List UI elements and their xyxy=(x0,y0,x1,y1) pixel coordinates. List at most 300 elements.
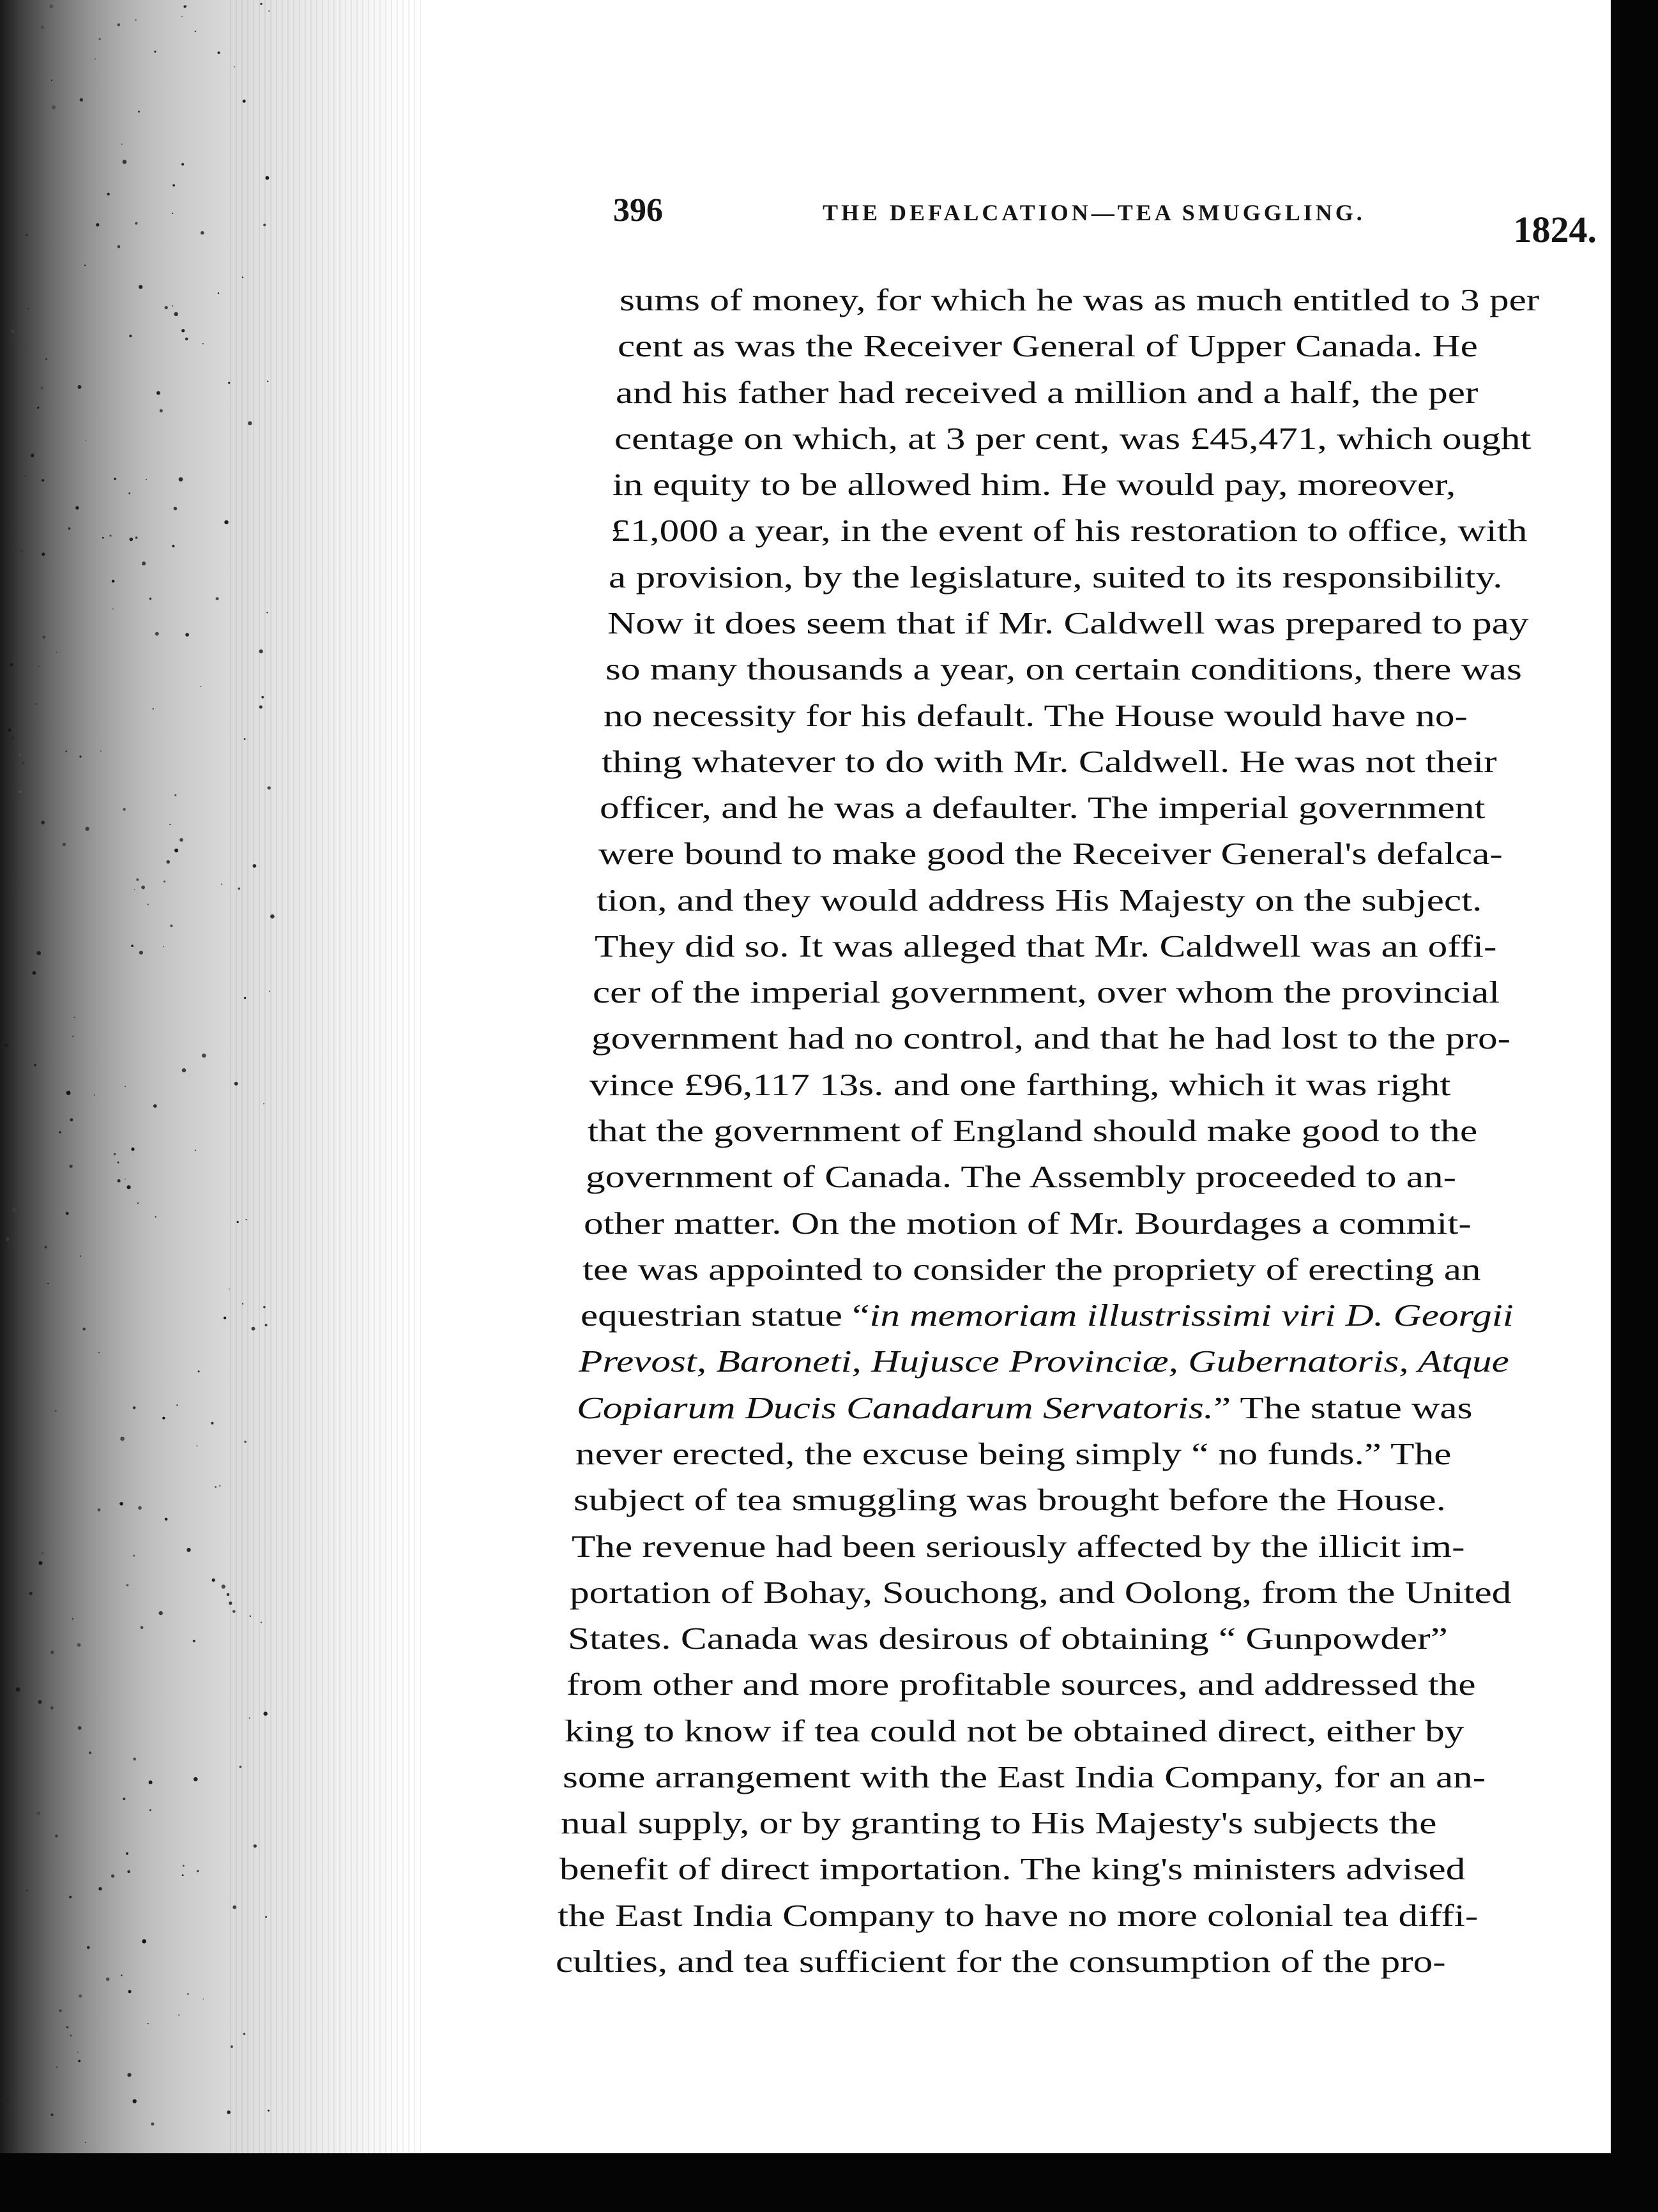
speckle xyxy=(78,385,82,389)
speckle xyxy=(96,223,99,226)
speckle xyxy=(79,755,81,757)
speckle xyxy=(87,1946,90,1949)
speckle xyxy=(137,1202,139,1204)
speckle xyxy=(156,391,160,395)
speckle xyxy=(36,951,41,955)
text-line: nual supply, or by granting to His Majesty's subjects the xyxy=(561,1805,1437,1841)
speckle xyxy=(135,222,137,225)
text-line: never erected, the excuse being simply “ no funds.” The xyxy=(575,1436,1451,1471)
speckle xyxy=(195,1149,196,1151)
text-line: no necessity for his default. The House would have no- xyxy=(604,697,1468,733)
speckle xyxy=(77,1643,81,1647)
speckle xyxy=(163,946,164,947)
speckle xyxy=(141,1626,144,1630)
speckle xyxy=(66,1212,69,1215)
text-run: equestrian statue “ xyxy=(580,1298,870,1333)
speckle xyxy=(114,1153,116,1156)
text-line: government had no control, and that he had lost to the pro- xyxy=(591,1020,1510,1056)
speckle xyxy=(85,827,89,831)
text-line xyxy=(581,1296,1514,1335)
speckle xyxy=(201,686,202,687)
speckle xyxy=(261,696,264,699)
scan-border-right xyxy=(1611,0,1658,2212)
speckle xyxy=(59,2010,62,2013)
speckle xyxy=(119,1502,123,1506)
speckle xyxy=(181,16,183,17)
speckle xyxy=(80,1255,81,1257)
text-line: from other and more profitable sources, and addressed the xyxy=(566,1667,1476,1702)
speckle xyxy=(211,1422,213,1425)
text-line: the East India Company to have no more colonial tea diffi- xyxy=(557,1897,1479,1933)
latin-inscription: in memoriam illustrissimi viri D. Georgii xyxy=(869,1298,1514,1333)
speckle xyxy=(126,1852,128,1855)
speckle xyxy=(20,550,23,552)
speckle xyxy=(202,343,204,344)
speckle xyxy=(38,1561,42,1565)
speckle xyxy=(222,1584,225,1588)
speckle xyxy=(263,1306,265,1308)
text-line: some arrangement with the East India Company, for an an- xyxy=(563,1759,1486,1794)
speckle xyxy=(95,58,96,59)
speckle xyxy=(128,492,130,494)
speckle xyxy=(162,1417,165,1420)
text-line: and his father had received a million and a half, the per xyxy=(616,374,1479,410)
speckle xyxy=(11,737,15,740)
speckle xyxy=(36,1812,40,1815)
speckle xyxy=(55,1410,57,1412)
speckle xyxy=(79,1994,82,1997)
speckle xyxy=(56,652,57,653)
speckle xyxy=(176,1404,178,1406)
speckle xyxy=(234,1082,238,1086)
speckle xyxy=(107,193,110,195)
speckle xyxy=(41,1552,44,1555)
speckle xyxy=(74,1017,75,1018)
speckle xyxy=(13,1208,16,1211)
text-line: subject of tea smuggling was brought before the House. xyxy=(573,1482,1446,1518)
spine-speckles xyxy=(0,0,422,2153)
speckle xyxy=(170,925,172,927)
speckle xyxy=(165,1518,168,1521)
text-line: that the government of England should make good to the xyxy=(588,1113,1478,1148)
speckle xyxy=(123,808,125,810)
speckle xyxy=(94,1095,95,1096)
speckle xyxy=(127,2073,131,2077)
speckle xyxy=(112,609,114,610)
speckle xyxy=(41,821,45,824)
speckle xyxy=(84,264,86,266)
text-line: Now it does seem that if Mr. Caldwell was prepared to pay xyxy=(607,605,1528,640)
speckle xyxy=(172,184,175,186)
speckle xyxy=(264,1711,268,1715)
speckle xyxy=(227,2110,231,2114)
speckle xyxy=(114,478,116,480)
speckle xyxy=(181,329,185,332)
speckle xyxy=(118,24,121,27)
speckle xyxy=(27,308,29,309)
speckle xyxy=(219,1485,220,1487)
speckle xyxy=(252,1327,255,1331)
speckle xyxy=(259,706,262,709)
speckle xyxy=(229,1289,230,1290)
running-year: 1824. xyxy=(1513,209,1597,250)
scan-border-bottom xyxy=(0,2153,1658,2212)
speckle xyxy=(26,234,28,236)
speckle xyxy=(134,890,135,891)
speckle xyxy=(133,1757,136,1761)
speckle xyxy=(78,1726,82,1730)
speckle xyxy=(202,1999,204,2000)
speckle xyxy=(261,1622,262,1623)
speckle xyxy=(125,1179,126,1180)
speckle xyxy=(164,881,165,883)
speckle xyxy=(44,1246,47,1248)
speckle xyxy=(130,538,133,542)
speckle xyxy=(25,475,26,476)
speckle xyxy=(267,381,268,382)
speckle xyxy=(193,1640,195,1642)
speckle xyxy=(136,879,139,881)
speckle xyxy=(70,2034,72,2036)
speckle xyxy=(142,1939,146,1944)
speckle xyxy=(195,31,196,32)
text-line: States. Canada was desirous of obtaining “ Gunpowder” xyxy=(568,1621,1449,1656)
speckle xyxy=(172,305,173,307)
speckle xyxy=(131,944,133,947)
text-line: culties, and tea sufficient for the consumption of the pro- xyxy=(556,1944,1446,1979)
speckle xyxy=(72,1618,73,1619)
speckle xyxy=(59,1132,61,1133)
speckle xyxy=(198,1370,200,1372)
speckle xyxy=(8,729,11,732)
running-head xyxy=(613,180,1597,250)
speckle xyxy=(218,292,219,294)
speckle xyxy=(244,1441,246,1443)
speckle xyxy=(70,1165,73,1168)
text-line: tion, and they would address His Majesty on the subject. xyxy=(596,882,1482,918)
speckle xyxy=(19,791,22,793)
speckle xyxy=(229,1602,232,1605)
speckle xyxy=(85,441,86,442)
speckle xyxy=(212,1579,215,1582)
speckle xyxy=(10,663,13,667)
speckle xyxy=(29,1592,33,1595)
speckle xyxy=(123,1798,125,1800)
speckle xyxy=(72,1036,73,1037)
running-title: THE DEFALCATION—TEA SMUGGLING. xyxy=(823,200,1365,225)
speckle xyxy=(83,1328,86,1330)
speckle xyxy=(36,703,37,704)
text-line: They did so. It was alleged that Mr. Caldwell was an offi- xyxy=(595,928,1497,964)
speckle xyxy=(142,561,146,565)
speckle xyxy=(68,527,71,530)
speckle xyxy=(129,335,132,337)
speckle xyxy=(179,838,183,842)
speckle xyxy=(243,100,246,103)
speckle xyxy=(266,612,268,613)
speckle xyxy=(249,1718,250,1719)
text-line: portation of Bohay, Souchong, and Oolong, from the United xyxy=(570,1574,1512,1610)
speckle xyxy=(70,1118,73,1121)
speckle xyxy=(172,545,174,547)
speckle xyxy=(89,1752,91,1754)
speckle xyxy=(25,346,26,347)
speckle xyxy=(218,52,220,54)
speckle xyxy=(127,1870,130,1874)
text-line: thing whatever to do with Mr. Caldwell. He was not their xyxy=(602,743,1497,779)
speckle xyxy=(118,1179,121,1183)
speckle xyxy=(268,10,270,11)
speckle xyxy=(149,598,151,600)
speckle xyxy=(242,1303,243,1305)
speckle xyxy=(38,665,40,668)
speckle xyxy=(141,886,145,890)
speckle xyxy=(232,1905,236,1909)
speckle xyxy=(69,1896,72,1898)
text-line: cent as was the Receiver General of Upper Canada. He xyxy=(618,328,1479,364)
speckle xyxy=(270,914,275,919)
text-line: centage on which, at 3 per cent, was £45,471, which ought xyxy=(614,420,1532,456)
text-line: £1,000 a year, in the event of his restoration to office, with xyxy=(611,513,1528,549)
speckle xyxy=(56,2066,58,2068)
speckle xyxy=(148,2023,149,2024)
text-line: sums of money, for which he was as much entitled to 3 per xyxy=(620,282,1540,317)
speckle xyxy=(102,537,104,539)
speckle xyxy=(244,738,246,740)
speckle xyxy=(135,536,138,539)
speckle xyxy=(153,708,154,709)
speckle xyxy=(50,1651,54,1655)
speckle xyxy=(77,2052,79,2053)
speckle xyxy=(153,1104,157,1108)
speckle xyxy=(155,632,159,636)
text-line: were bound to make good the Receiver General's defalca- xyxy=(598,836,1503,872)
speckle xyxy=(182,1874,184,1876)
speckle xyxy=(98,1887,102,1890)
speckle xyxy=(40,386,44,390)
speckle xyxy=(63,843,66,846)
speckle xyxy=(128,1990,132,1993)
speckle xyxy=(16,1687,20,1692)
speckle xyxy=(11,330,15,333)
speckle xyxy=(160,409,163,413)
speckle xyxy=(38,1700,42,1704)
speckle xyxy=(224,520,228,524)
latin-inscription: Copiarum Ducis Canadarum Servatoris. xyxy=(577,1390,1214,1425)
speckle xyxy=(31,453,34,457)
speckle xyxy=(26,1890,27,1891)
speckle xyxy=(85,2142,86,2143)
speckle xyxy=(254,1844,257,1847)
speckle xyxy=(98,1508,101,1511)
speckle xyxy=(228,382,230,384)
speckle xyxy=(179,477,183,481)
text-line: government of Canada. The Assembly proceeded to an- xyxy=(586,1159,1457,1195)
speckle xyxy=(23,762,25,764)
speckle xyxy=(42,635,45,639)
speckle xyxy=(78,2060,80,2063)
speckle xyxy=(166,860,170,864)
speckle xyxy=(118,1162,119,1163)
speckle xyxy=(246,1219,247,1220)
speckle xyxy=(185,338,188,341)
speckle xyxy=(174,507,178,511)
speckle xyxy=(183,1865,185,1867)
speckle xyxy=(185,633,189,637)
speckle xyxy=(126,1584,128,1586)
speckle xyxy=(221,884,222,885)
speckle xyxy=(266,176,270,180)
speckle xyxy=(139,951,143,955)
speckle xyxy=(194,1777,198,1782)
speckle xyxy=(151,2123,154,2126)
page-number: 396 xyxy=(613,192,663,229)
speckle xyxy=(66,1091,71,1095)
speckle xyxy=(201,231,204,235)
speckle xyxy=(42,479,44,481)
speckle xyxy=(159,1611,163,1615)
speckle xyxy=(5,1044,8,1047)
speckle xyxy=(268,786,271,789)
speckle xyxy=(98,1352,100,1353)
speckle xyxy=(154,50,156,52)
speckle xyxy=(174,312,178,316)
speckle xyxy=(118,245,121,248)
speckle xyxy=(216,597,219,600)
speckle xyxy=(127,1185,131,1189)
speckle xyxy=(238,888,241,890)
latin-inscription: Prevost, Baroneti, Hujusce Provinciæ, Gubernatoris, Atque xyxy=(579,1344,1509,1379)
speckle xyxy=(40,26,43,29)
speckle xyxy=(123,160,127,164)
speckle xyxy=(187,1993,189,1995)
speckle xyxy=(242,276,243,278)
text-line: The revenue had been seriously affected by the illicit im- xyxy=(572,1528,1465,1564)
speckle xyxy=(6,1238,10,1241)
text-line: other matter. On the motion of Mr. Bourdages a commit- xyxy=(584,1205,1472,1241)
speckle xyxy=(250,1616,251,1617)
speckle xyxy=(265,1916,267,1918)
speckle xyxy=(139,285,142,289)
speckle xyxy=(37,407,39,409)
speckle xyxy=(259,649,263,653)
speckle xyxy=(181,163,184,165)
speckle xyxy=(227,1593,229,1596)
speckle xyxy=(125,1086,126,1087)
speckle xyxy=(155,1216,156,1218)
speckle xyxy=(197,1870,199,1872)
text-line: king to know if tea could not be obtained direct, either by xyxy=(564,1713,1464,1748)
speckle xyxy=(244,997,246,999)
speckle xyxy=(52,105,56,109)
speckle xyxy=(265,1324,268,1326)
speckle xyxy=(182,1068,186,1072)
speckle xyxy=(263,223,266,226)
speckle xyxy=(133,1406,135,1409)
speckle xyxy=(34,1064,36,1066)
speckle xyxy=(232,1610,236,1613)
speckle xyxy=(51,2114,54,2116)
speckle xyxy=(133,1555,135,1557)
speckle xyxy=(149,1809,151,1811)
speckle xyxy=(268,2110,270,2112)
speckle xyxy=(148,904,149,905)
speckle xyxy=(47,1283,49,1284)
speckle xyxy=(174,794,176,796)
speckle xyxy=(109,534,111,536)
speckle xyxy=(17,883,20,886)
speckle xyxy=(55,1835,57,1837)
speckle xyxy=(100,750,102,752)
speckle xyxy=(174,849,178,852)
text-line: in equity to be allowed him. He would pay, moreover, xyxy=(612,467,1456,503)
speckle xyxy=(111,1874,114,1877)
speckle xyxy=(19,754,21,755)
speckle xyxy=(6,2098,9,2101)
speckle xyxy=(146,479,147,480)
speckle xyxy=(133,2099,137,2103)
text-line: so many thousands a year, on certain conditions, there was xyxy=(605,651,1522,687)
speckle xyxy=(149,1780,153,1784)
speckle xyxy=(42,552,45,556)
speckle xyxy=(66,750,68,752)
speckle xyxy=(263,1103,264,1105)
speckle xyxy=(186,1548,190,1552)
speckle xyxy=(243,2033,246,2035)
speckle xyxy=(80,98,84,102)
speckle xyxy=(237,1221,239,1223)
speckle xyxy=(49,4,53,8)
speckle xyxy=(99,38,101,40)
speckle xyxy=(231,2045,233,2048)
text-run: ” The statue was xyxy=(1213,1390,1473,1425)
speckle xyxy=(131,1148,134,1151)
speckle xyxy=(169,824,171,825)
speckle xyxy=(215,1486,217,1488)
text-line: benefit of direct importation. The king's ministers advised xyxy=(559,1851,1465,1887)
speckle xyxy=(224,1317,226,1319)
speckle xyxy=(106,1978,110,1981)
speckle xyxy=(10,526,11,527)
speckle xyxy=(66,2026,68,2028)
speckle xyxy=(165,306,168,309)
speckle xyxy=(260,3,262,5)
text-line: tee was appointed to consider the propriety of erecting an xyxy=(582,1251,1481,1287)
speckle xyxy=(121,1974,122,1976)
speckle xyxy=(45,358,47,360)
speckle xyxy=(51,80,52,81)
speckle xyxy=(240,1766,242,1768)
speckle xyxy=(75,506,79,510)
text-line: a provision, by the legislature, suited to its responsibility. xyxy=(609,559,1503,595)
text-line: vince £96,117 13s. and one farthing, which it was right xyxy=(589,1066,1451,1102)
text-line: officer, and he was a defaulter. The imperial government xyxy=(600,790,1486,826)
speckle xyxy=(178,2015,179,2016)
speckle xyxy=(248,421,252,425)
speckle xyxy=(50,1706,54,1709)
speckle xyxy=(253,864,257,868)
speckle xyxy=(11,729,12,730)
text-line: cer of the imperial government, over whom the provincial xyxy=(593,974,1500,1010)
speckle xyxy=(33,971,36,975)
speckle xyxy=(196,1445,197,1446)
speckle xyxy=(138,1506,142,1510)
speckle xyxy=(138,110,140,112)
speckle xyxy=(234,66,235,68)
speckle xyxy=(135,19,136,20)
speckle xyxy=(183,5,186,8)
speckle xyxy=(269,990,270,992)
